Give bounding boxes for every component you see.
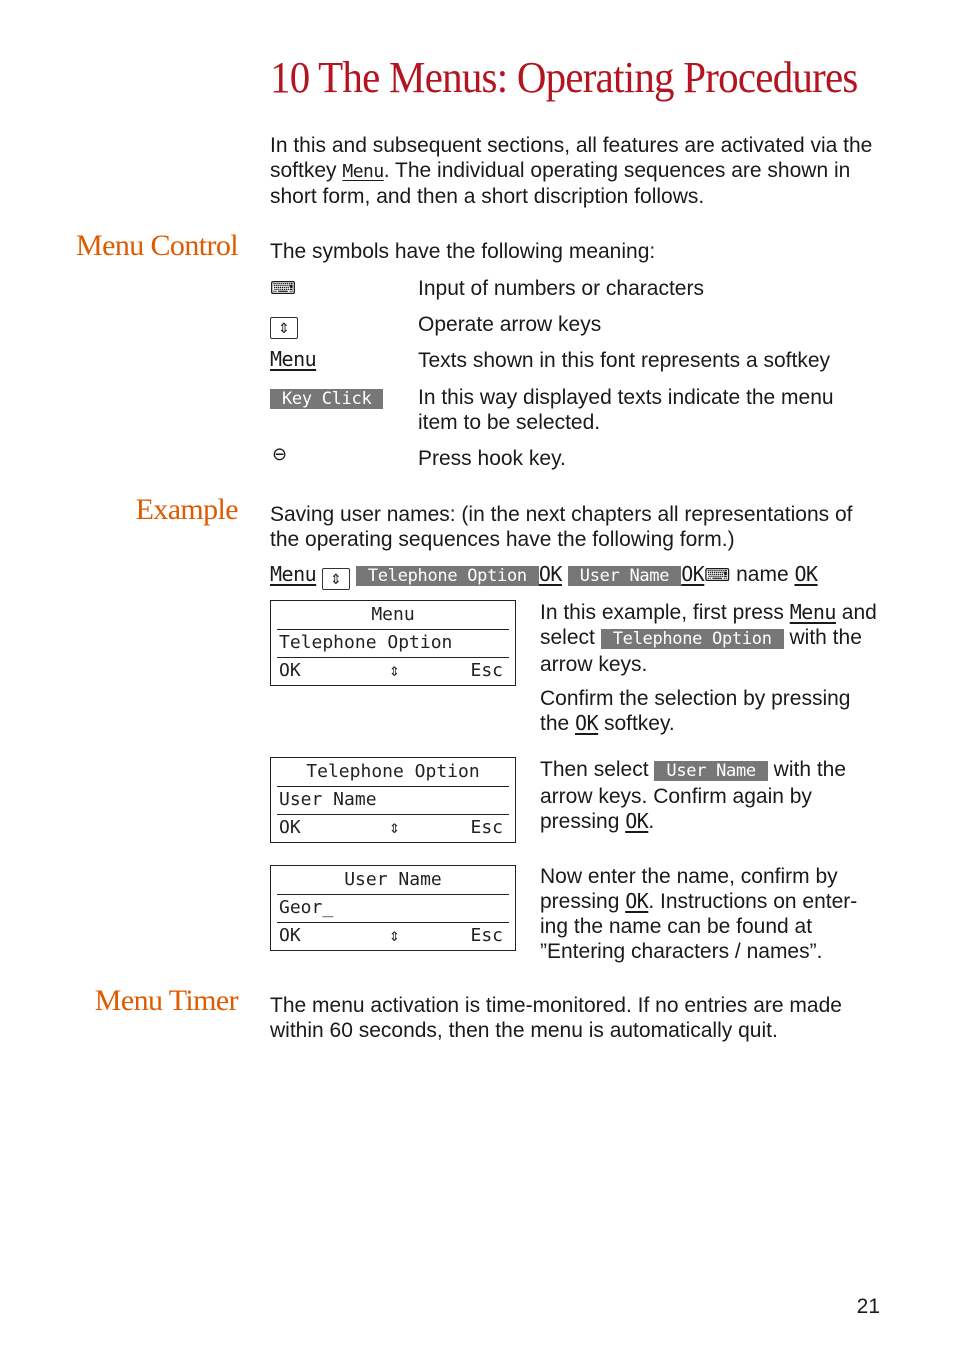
softkey-menu: Menu bbox=[342, 161, 384, 182]
keypad-icon: ⌨ bbox=[704, 565, 731, 585]
softkey-sample: Menu bbox=[270, 347, 317, 371]
arrow-keys-icon: ⇕ bbox=[389, 817, 400, 838]
symbols-lead: The symbols have the following meaning: bbox=[270, 240, 656, 263]
example-step-1b: Confirm the selection by pressing the OK softkey. bbox=[540, 687, 851, 735]
arrow-keys-icon: ⇕ bbox=[270, 317, 298, 339]
symbol-desc-keypad: Input of numbers or characters bbox=[418, 277, 704, 300]
arrow-keys-icon: ⇕ bbox=[389, 660, 400, 681]
menu-timer-text: The menu activation is time-monitored. If no entries are made within 60 seconds, then the menu is automatically quit. bbox=[270, 994, 842, 1042]
hook-key-icon: ⊖ bbox=[272, 444, 288, 464]
arrow-keys-icon: ⇕ bbox=[322, 568, 350, 590]
example-step-1: In this example, first press Menu and select Telephone Option with the arrow keys. bbox=[540, 600, 877, 676]
example-lead: Saving user names: (in the next chapters all representations of the operating sequences have the following form.) bbox=[270, 503, 853, 551]
phone-display-3: User Name Geor_ OK ⇕ Esc bbox=[270, 865, 516, 951]
operating-sequence: Menu ⇕ Telephone Option OK User Name OK⌨ name OK bbox=[270, 562, 818, 590]
symbol-desc-menu-item: In this way displayed texts indicate the menu item to be selected. bbox=[418, 386, 834, 434]
menu-item-sample: Key Click bbox=[270, 389, 383, 409]
phone-display-2: Telephone Option User Name OK ⇕ Esc bbox=[270, 757, 516, 843]
heading-example: Example bbox=[135, 493, 238, 526]
phone-display-1: Menu Telephone Option OK ⇕ Esc bbox=[270, 600, 516, 686]
heading-menu-control: Menu Control bbox=[76, 229, 238, 262]
page-title: 10 The Menus: Operating Procedures bbox=[270, 53, 858, 102]
page-number: 21 bbox=[856, 1295, 880, 1318]
intro-paragraph: In this and subsequent sections, all features are activated via the softkey Menu. The individual operating sequences are shown in short form, and then a short discription follows. bbox=[270, 134, 873, 208]
symbol-desc-arrows: Operate arrow keys bbox=[418, 313, 602, 336]
example-step-2: Then select User Name with the arrow keys. Confirm again by pressing OK. bbox=[540, 758, 847, 833]
keypad-icon: ⌨ bbox=[270, 278, 296, 298]
example-step-3: Now enter the name, confirm by pressing OK. Instructions on enter-ing the name can be found at ”Entering characters / names”. bbox=[540, 865, 858, 963]
symbol-desc-softkey: Texts shown in this font represents a softkey bbox=[418, 349, 831, 372]
arrow-keys-icon: ⇕ bbox=[389, 925, 400, 946]
heading-menu-timer: Menu Timer bbox=[94, 984, 238, 1017]
symbol-desc-hook: Press hook key. bbox=[418, 447, 566, 470]
